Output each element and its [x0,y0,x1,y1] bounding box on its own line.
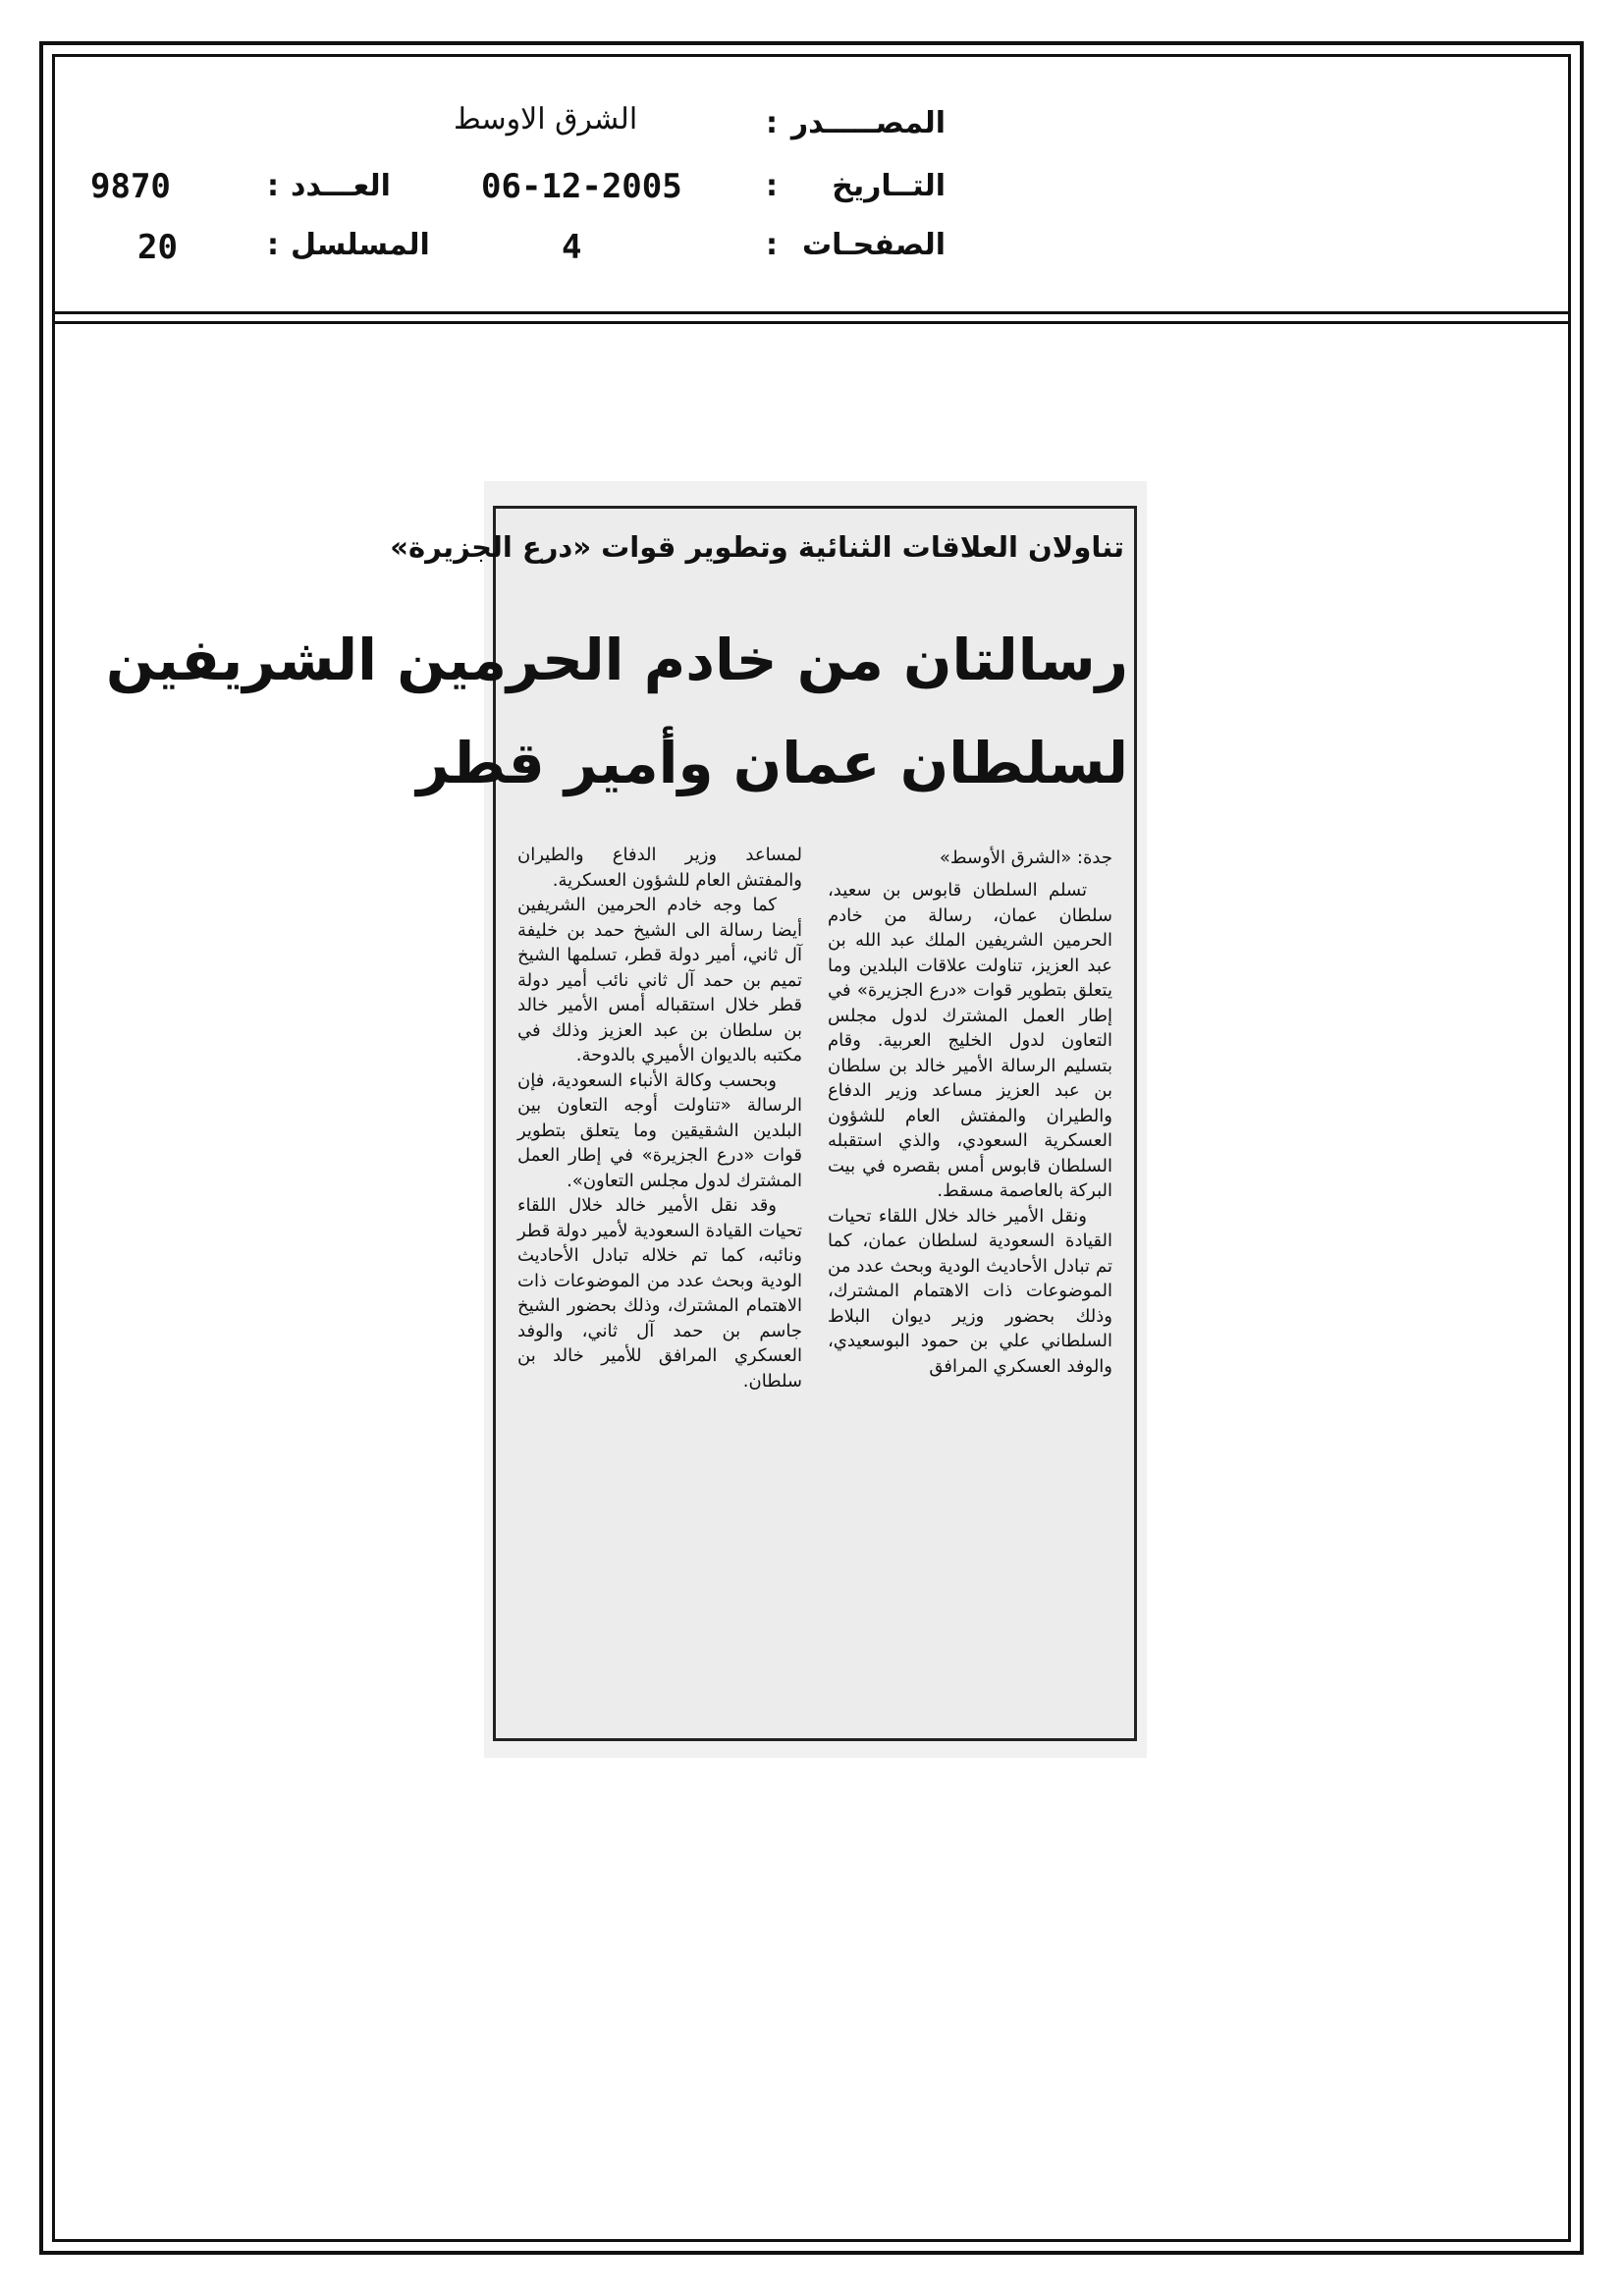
serial-label: المسلسل [291,228,430,262]
pages-colon: : [766,228,778,262]
header-divider-double [52,321,1571,324]
article-column-left [517,843,802,1724]
paragraph: لمساعد وزير الدفاع والطيران والمفتش العام للشؤون العسكرية. [517,845,802,891]
serial-value: 20 [137,228,178,267]
date-value: 06-12-2005 [481,167,682,206]
source-label: المصـــــدر [790,106,946,140]
paragraph: تسلم السلطان قابوس بن سعيد، سلطان عمان، رسالة من خادم الحرمين الشريفين الملك عبد الله بن عبد العزيز، تناولت علاقات البلدين وما يتعلق بتطوير قوات «درع الجزيرة» في إطار العمل المشترك لدول مجلس التعاون لدول الخليج العربية. وقام بتسليم الرسالة الأمير خالد بن سلطان بن عبد العزيز مساعد وزير الدفاع والطيران والمفتش العام للشؤون العسكرية السعودي، والذي استقبله السلطان قابوس أمس بقصره في بيت البركة بالعاصمة مسقط. [828,880,1112,1201]
article-byline: جدة: «الشرق الأوسط» [939,847,1112,868]
paragraph: ونقل الأمير خالد خلال اللقاء تحيات القيادة السعودية لسلطان عمان، كما تم تبادل الأحاديث الودية وبحث عدد من الموضوعات ذات الاهتمام المشترك، وذلك بحضور وزير ديوان البلاط السلطاني علي بن حمود البوسعيدي، والوفد العسكري المرافق [828,1205,1112,1377]
issue-colon: : [267,169,279,203]
pages-label: الصفحـات [802,228,946,262]
paragraph: كما وجه خادم الحرمين الشريفين أيضا رسالة الى الشيخ حمد بن خليفة آل ثاني، أمير دولة قطر، تسلمها الشيخ تميم بن حمد آل ثاني نائب أمير دولة قطر خلال استقباله أمس الأمير خالد بن سلطان بن عبد العزيز وذلك في مكتبه بالديوان الأميري بالدوحة. [517,895,802,1066]
paragraph: وقد نقل الأمير خالد خلال اللقاء تحيات القيادة السعودية لأمير دولة قطر ونائبه، كما تم خلاله تبادل الأحاديث الودية وبحث عدد من الموضوعات ذات الاهتمام المشترك، وذلك بحضور الشيخ جاسم بن حمد آل ثاني، والوفد العسكري المرافق للأمير خالد بن سلطان. [517,1195,802,1392]
pages-value: 4 [562,228,582,267]
newspaper-clipping [105,506,1137,1741]
issue-value: 9870 [90,167,171,206]
article-kicker: تناولان العلاقات الثنائية وتطوير قوات «درع الجزيرة» [390,530,1124,564]
article-column-right [828,878,1112,1722]
paragraph: وبحسب وكالة الأنباء السعودية، فإن الرسالة «تناولت أوجه التعاون بين البلدين الشقيقين وما يتعلق بتطوير قوات «درع الجزيرة» في إطار العمل المشترك لدول مجلس التعاون». [517,1069,802,1191]
source-value: الشرق الاوسط [454,102,638,137]
serial-colon: : [267,228,279,262]
article-headline-line2: لسلطان عمان وأمير قطر [416,730,1128,796]
article-headline-line1: رسالتان من خادم الحرمين الشريفين [105,627,1128,693]
date-colon: : [766,169,778,203]
issue-label: العـــدد [291,169,391,203]
source-colon: : [766,106,778,140]
header-divider [52,311,1571,314]
date-label: التــاريخ [832,169,946,203]
